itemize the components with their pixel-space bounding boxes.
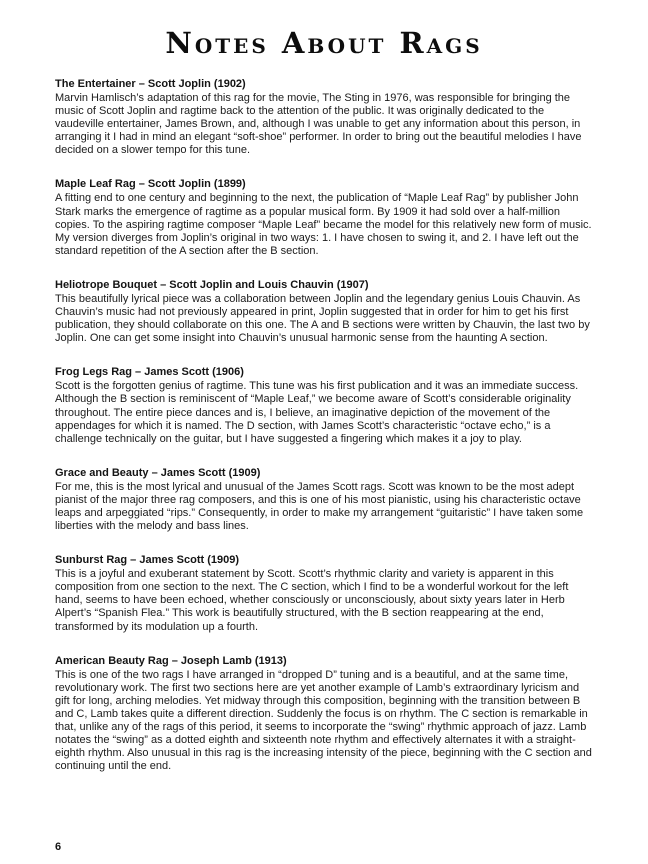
- section-heading: Heliotrope Bouquet – Scott Joplin and Louis Chauvin (1907): [55, 278, 369, 291]
- section-heading: American Beauty Rag – Joseph Lamb (1913): [55, 654, 287, 667]
- section-body: This beautifully lyrical piece was a collaboration between Joplin and the legendary genius Louis Chauvin. As Chauvin’s music had not previously appeared in print, Joplin suggested that in order for him to get his first publication, they should collaborate on this one. The A and B sections were written by Chauvin, the last two by Joplin. One can get some insight into Chauvin’s unusual harmonic sense from the haunting A section.: [55, 292, 590, 345]
- section-heliotrope-bouquet: [55, 279, 593, 345]
- section-body: Scott is the forgotten genius of ragtime. This tune was his first publication and it was an immediate success. Although the B section is reminiscent of “Maple Leaf,” we become aware of Scott’s considerable originality throughout. The entire piece dances and is, I believe, an imaginative depiction of the movement of the appendages for which it is named. The D section, with James Scott’s characteristic “octave echo,” is a challenge technically on the guitar, but I have suggested a fingering which makes it a joy to play.: [55, 380, 579, 445]
- section-body: Marvin Hamlisch’s adaptation of this rag for the movie, The Sting in 1976, was responsible for bringing the music of Scott Joplin and ragtime back to the attention of the public. It was originally dedicated to the vaudeville entertainer, James Brown, and, although I was unable to get any information about this person, in arranging it I had in mind an elegant “soft-shoe” performer. In order to bring out the beautiful melodies I have decided on a slower tempo for this tune.: [55, 92, 582, 157]
- section-heading: Frog Legs Rag – James Scott (1906): [55, 366, 244, 379]
- section-frog-legs-rag: [55, 366, 593, 445]
- section-sunburst-rag: [55, 554, 593, 633]
- section-heading: Grace and Beauty – James Scott (1909): [55, 466, 261, 479]
- page-number: 6: [55, 841, 62, 853]
- section-maple-leaf-rag: [55, 178, 593, 257]
- section-heading: The Entertainer – Scott Joplin (1902): [55, 78, 246, 90]
- section-grace-and-beauty: [55, 467, 593, 533]
- section-body: This is one of the two rags I have arranged in “dropped D” tuning and is a beautiful, and at the same time, revolutionary work. The first two sections here are yet another example of Lamb’s extraordinary lyricism and gift for long, arching melodies. Yet midway through this composition, beginning with the transition between B and C, Lamb takes quite a different direction. Suddenly the focus is on rhythm. The C section is remarkable in that, unlike any of the rags of this period, it seems to incorporate the “swing” rhythmic approach of jazz. Lamb notates the “swing” as a dotted eighth and sixteenth note rhythm and effectively alternates it with a straight-eighth rhythm. Also unusual in this rag is the increasing intensity of the piece, beginning with the C section and continuing until the end.: [55, 668, 592, 773]
- section-body: For me, this is the most lyrical and unusual of the James Scott rags. Scott was known to be the most adept pianist of the major three rag composers, and this is one of his most pianistic, using his characteristic octave leaps and arpeggiated “rips.” Consequently, in order to make my arrangement “guitaristic” I have taken some liberties with the melody and bass lines.: [55, 480, 584, 533]
- section-body: A fitting end to one century and beginning to the next, the publication of “Maple Leaf Rag” by publisher John Stark marks the emergence of ragtime as a popular musical form. By 1909 it had sold over a half-million copies. To the aspiring ragtime composer “Maple Leaf” became the model for this relatively new form of music. My version diverges from Joplin’s original in two ways: 1. I have chosen to swing it, and 2. I have left out the standard repetition of the A section after the B section.: [55, 192, 592, 257]
- section-heading: Maple Leaf Rag – Scott Joplin (1899): [55, 178, 246, 191]
- page-title: Notes About Rags: [165, 26, 483, 60]
- section-the-entertainer: [55, 78, 593, 157]
- section-body: This is a joyful and exuberant statement by Scott. Scott’s rhythmic clarity and variety is apparent in this composition from one section to the next. The C section, which I find to be a wonderful workout for the left hand, seems to have been echoed, whether consciously or unconsciously, about sixty years later in Herb Alpert’s “Spanish Flea.” This work is beautifully structured, with the B section reappearing at the end, transformed by its modulation up a fourth.: [55, 568, 569, 633]
- sections-container: [55, 78, 593, 773]
- section-heading: Sunburst Rag – James Scott (1909): [55, 554, 240, 567]
- section-american-beauty-rag: [55, 655, 593, 774]
